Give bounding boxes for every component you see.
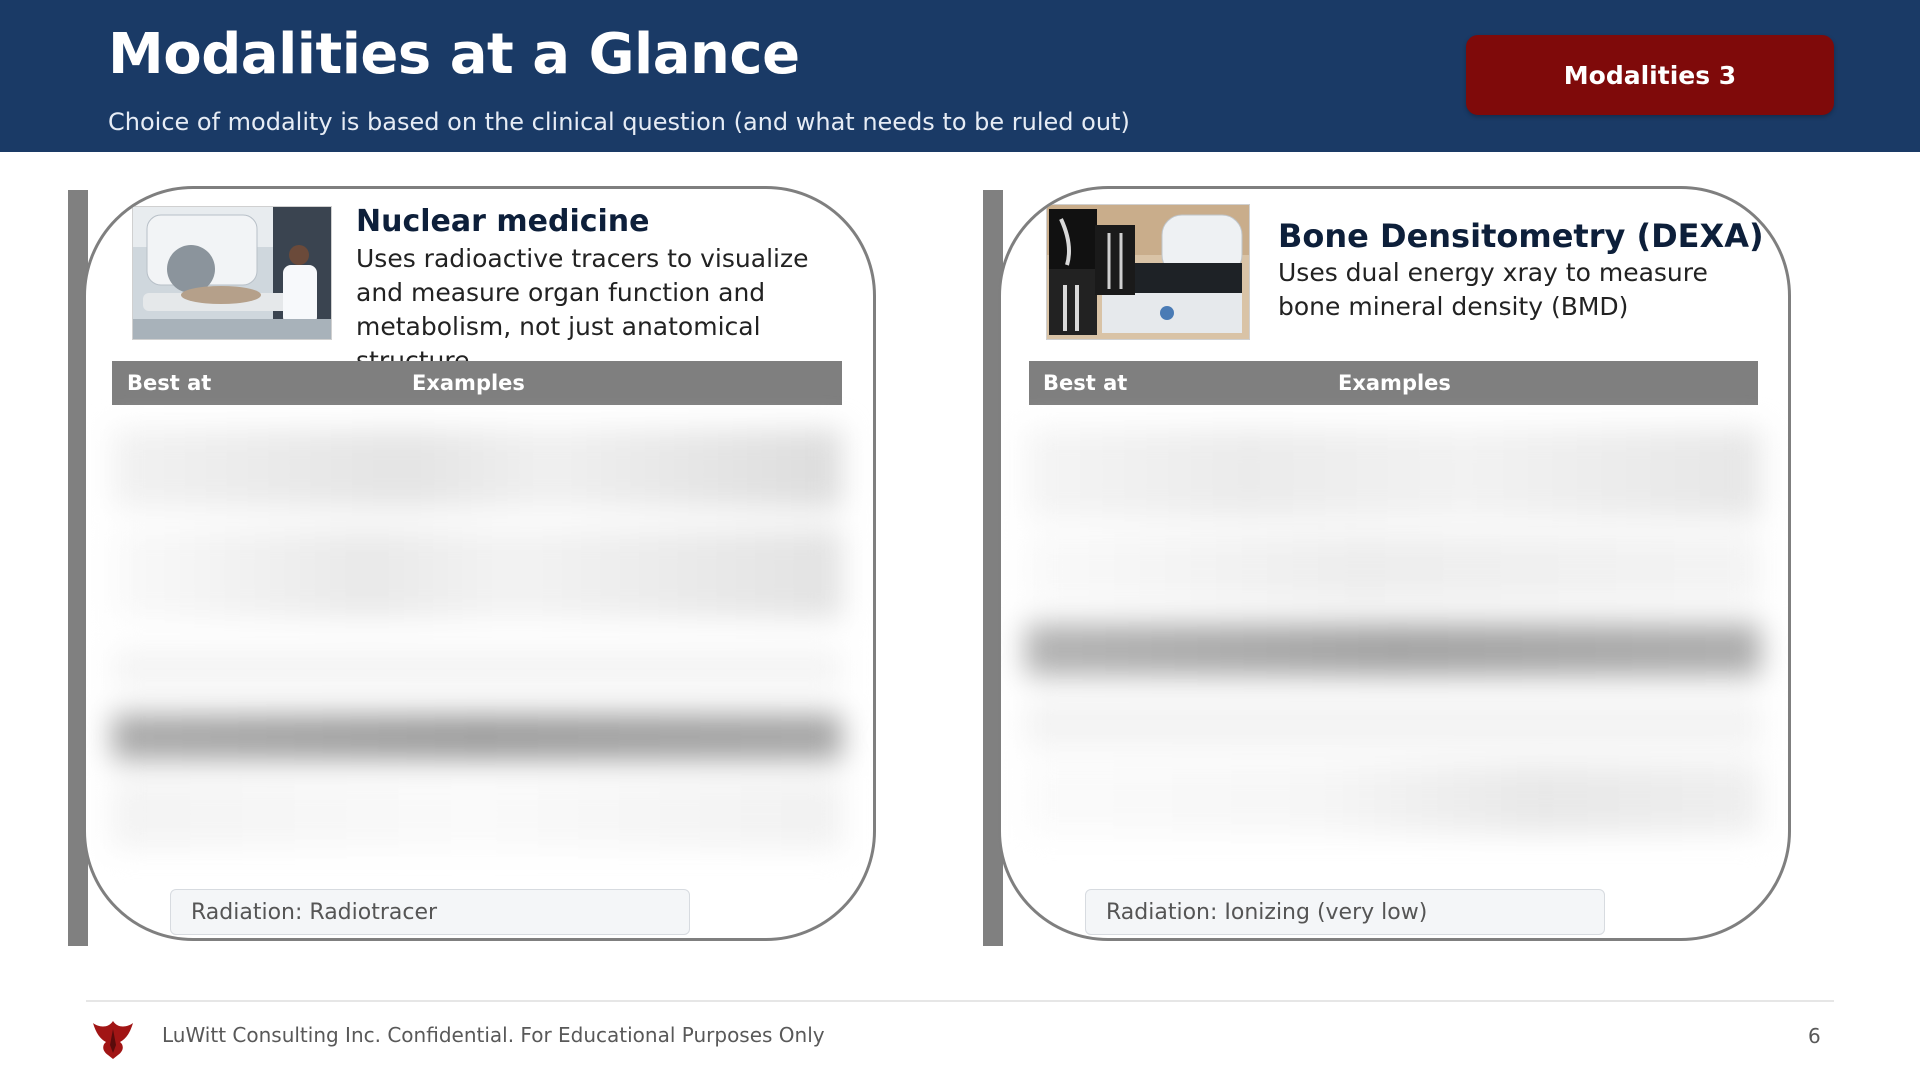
dexa-card <box>998 186 1791 941</box>
table-header <box>112 361 842 405</box>
column-best-at: Best at <box>127 371 212 395</box>
slide-title: Modalities at a Glance <box>108 22 800 87</box>
slide-header <box>0 0 1920 152</box>
dexa-scanner-photo <box>1046 204 1250 340</box>
card-title: Nuclear medicine <box>356 204 650 239</box>
radiation-label: Radiation: Ionizing (very low) <box>1085 889 1605 935</box>
card-title: Bone Densitometry (DEXA) <box>1278 217 1764 255</box>
slide-subtitle: Choice of modality is based on the clinical question (and what needs to be ruled out) <box>108 108 1130 136</box>
nuclear-scanner-photo <box>132 206 332 340</box>
nuclear-medicine-card <box>83 186 876 941</box>
blurred-table-body <box>112 409 842 859</box>
phoenix-logo-icon <box>90 1015 136 1061</box>
blurred-table-body <box>1025 419 1761 859</box>
footer-divider <box>86 1000 1834 1002</box>
radiation-label: Radiation: Radiotracer <box>170 889 690 935</box>
column-examples: Examples <box>1338 371 1451 395</box>
footer-confidential: LuWitt Consulting Inc. Confidential. For Educational Purposes Only <box>162 1023 825 1047</box>
section-badge: Modalities 3 <box>1466 35 1834 115</box>
page-number: 6 <box>1808 1024 1821 1048</box>
column-best-at: Best at <box>1043 371 1128 395</box>
column-examples: Examples <box>412 371 525 395</box>
table-header <box>1029 361 1758 405</box>
card-description: Uses dual energy xray to measure bone mineral density (BMD) <box>1278 258 1708 321</box>
card-description: Uses radioactive tracers to visualize and measure organ function and metabolism, not just anatomical <box>356 244 809 341</box>
